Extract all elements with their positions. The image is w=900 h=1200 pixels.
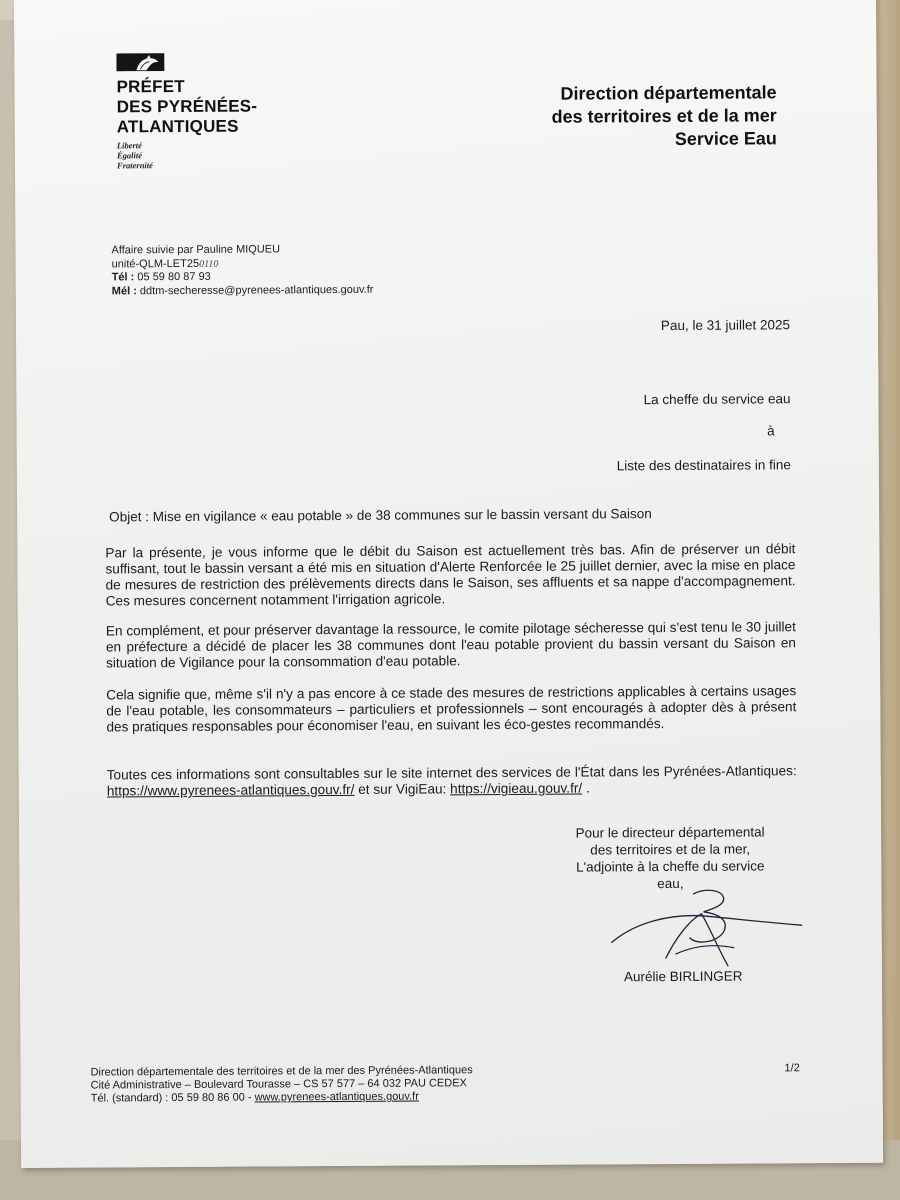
- vigieau-website-link[interactable]: https://vigieau.gouv.fr/: [450, 780, 583, 797]
- devise-liberte: Liberté: [116, 140, 142, 151]
- signature-line-1: Pour le directeur départemental: [575, 824, 765, 841]
- sender-title: La cheffe du service eau: [643, 391, 791, 408]
- email-line: [112, 283, 374, 298]
- tel-label: Tél :: [111, 271, 135, 284]
- recipient-connector: à: [767, 423, 775, 439]
- signature-line-4: eau,: [657, 875, 684, 892]
- devise-egalite: Égalité: [116, 150, 143, 161]
- letter-footer: [91, 1064, 473, 1105]
- paragraph-4-end: .: [585, 780, 590, 796]
- unite-code: unité-QLM-LET25: [111, 257, 200, 270]
- tel-number: 05 59 80 87 93: [137, 270, 211, 284]
- prefet-logo-line-1: PRÉFET: [116, 76, 185, 97]
- devise-fraternite: Fraternité: [116, 160, 153, 171]
- footer-line-1: Direction départementale des territoires et de la mer des Pyrénées-Atlantiques: [90, 1064, 473, 1079]
- affaire-suivie: Affaire suivie par Pauline MIQUEU: [111, 243, 281, 257]
- prefet-logo-line-3: ATLANTIQUES: [116, 116, 239, 137]
- letter-date: Pau, le 31 juillet 2025: [660, 317, 791, 334]
- contact-block: [111, 243, 373, 299]
- footer-line-3: [91, 1090, 473, 1105]
- direction-line-2: des territoires et de la mer: [551, 105, 777, 127]
- signer-name: Aurélie BIRLINGER: [623, 968, 743, 985]
- email-address: ddtm-secheresse@pyrenees-atlantiques.gouv.fr: [139, 283, 374, 297]
- footer-website-link[interactable]: www.pyrenees-atlantiques.gouv.fr: [254, 1090, 419, 1104]
- marianne-logo-icon: [116, 53, 164, 71]
- footer-phone: Tél. (standard) : 05 59 80 86 00 -: [90, 1091, 252, 1105]
- page-number: 1/2: [784, 1062, 800, 1075]
- handwritten-signature: [605, 875, 806, 972]
- prefecture-website-link[interactable]: https://www.pyrenees-atlantiques.gouv.fr/: [106, 781, 355, 799]
- direction-header: [551, 81, 777, 151]
- mel-label: Mél :: [111, 284, 137, 297]
- direction-line-1: Direction départementale: [560, 82, 777, 104]
- prefet-logo-line-2: DES PYRÉNÉES-: [116, 96, 258, 117]
- paragraph-4: [107, 763, 797, 799]
- paragraph-1: Par la présente, je vous informe que le débit du Saison est actuellement très bas. Afin de préserver un débit suffisant, tout le bassin versant a été mis en situation d'Alerte Renforcée le 25 juillet dernier, avec la mise en place de mesures de restriction des prélèvements directs dans le Saison, ses affluents et sa nappe d'accompagnement. Ces mesures concernent notamment l'irrigation agricole.: [105, 541, 796, 609]
- letter-sheet: [14, 0, 883, 1168]
- paragraph-2: En complément, et pour préserver davantage la ressource, le comite pilotage sécheresse qui s'est tenu le 30 juillet en préfecture a décidé de placer les 38 communes dont l'eau potable provient du bassin versant du Saison en situation de Vigilance pour la consommation d'eau potable.: [105, 619, 796, 671]
- signature-line-3: L'adjointe à la cheffe du service: [576, 858, 765, 875]
- signature-line-2: des territoires et de la mer,: [590, 841, 751, 858]
- recipients-list: Liste des destinataires in fine: [616, 457, 791, 474]
- direction-line-3: Service Eau: [674, 128, 777, 149]
- unite-handwritten-number: 0110: [199, 258, 219, 270]
- paragraph-3: Cela signifie que, même s'il n'y a pas encore à ce stade des mesures de restrictions applicables à certains usages de l'eau potable, les consommateurs – particuliers et professionnels – sont encouragés à adopter dès à présent des pratiques responsables pour économiser l'eau, en suivant les éco-gestes recommandés.: [106, 683, 797, 735]
- paragraph-4-middle: et sur VigiEau:: [358, 781, 447, 797]
- letter-subject: Objet : Mise en vigilance « eau potable » de 38 communes sur le bassin versant du Saison: [109, 506, 652, 525]
- footer-line-2: Cité Administrative – Boulevard Tourasse – CS 57 577 – 64 032 PAU CEDEX: [90, 1077, 467, 1092]
- paragraph-4-text: Toutes ces informations sont consultables sur le site internet des services de l'État dans les Pyrénées-Atlantiques:: [106, 763, 797, 783]
